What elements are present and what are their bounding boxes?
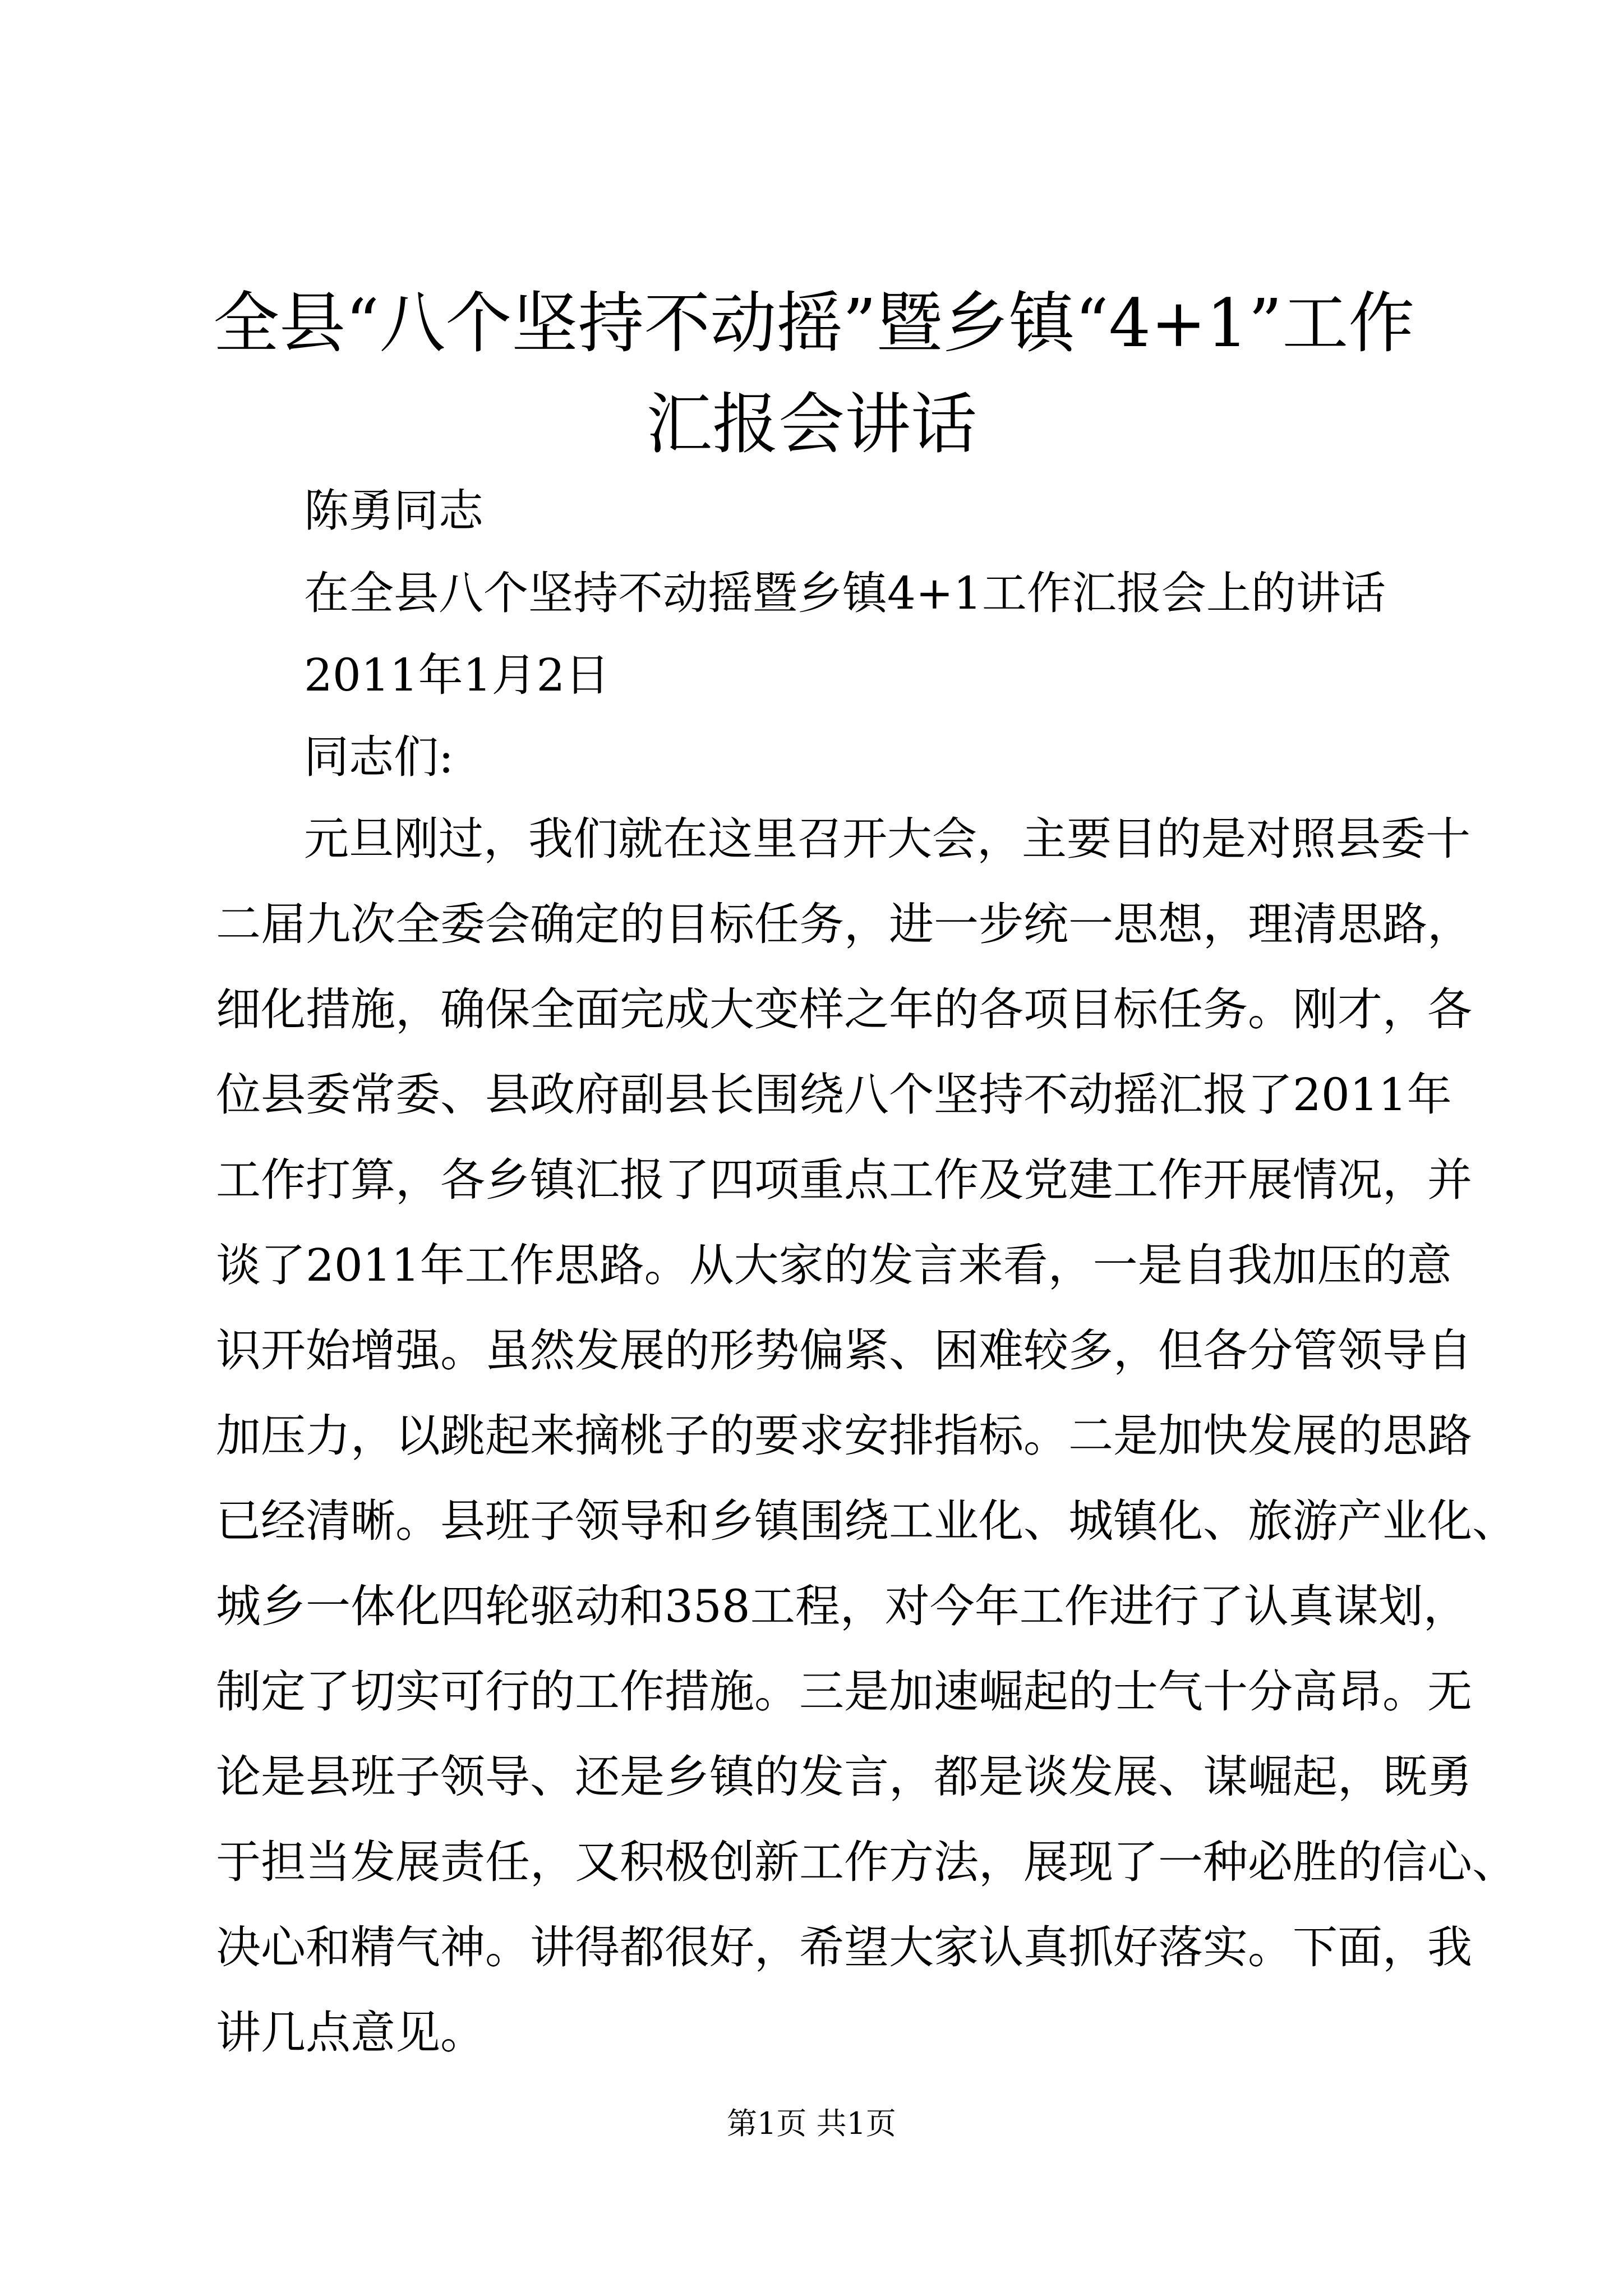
body-line: 二届九次全委会确定的目标任务，进一步统一思想，理清思路， [216, 898, 1472, 950]
body-line: 制定了切实可行的工作措施。三是加速崛起的士气十分高昂。无 [216, 1665, 1472, 1718]
salutation: 同志们: [304, 731, 454, 783]
body-line: 论是县班子领导、还是乡镇的发言，都是谈发展、谋崛起，既勇 [216, 1751, 1472, 1803]
speech-subtitle: 在全县八个坚持不动摇暨乡镇4+1工作汇报会上的讲话 [304, 567, 1386, 619]
body-line: 于担当发展责任，又积极创新工作方法，展现了一种必胜的信心、 [216, 1836, 1517, 1888]
body-line: 细化措施，确保全面完成大变样之年的各项目标任务。刚才，各 [216, 983, 1472, 1036]
speech-date: 2011年1月2日 [304, 649, 610, 701]
body-line: 加压力，以跳起来摘桃子的要求安排指标。二是加快发展的思路 [216, 1410, 1472, 1462]
author-line: 陈勇同志 [304, 485, 483, 537]
title-line-2: 汇报会讲话 [645, 385, 977, 463]
body-line: 工作打算，各乡镇汇报了四项重点工作及党建工作开展情况，并 [216, 1154, 1472, 1206]
body-line: 讲几点意见。 [216, 2007, 485, 2059]
body-line: 城乡一体化四轮驱动和358工程，对今年工作进行了认真谋划， [216, 1580, 1468, 1632]
speech-body-paragraph [216, 797, 1517, 2076]
body-line: 谈了2011年工作思路。从大家的发言来看，一是自我加压的意 [216, 1239, 1452, 1291]
title-line-1: 全县“八个坚持不动摇”暨乡镇“4+1”工作 [213, 284, 1415, 362]
body-line: 已经清晰。县班子领导和乡镇围绕工业化、城镇化、旅游产业化、 [216, 1495, 1517, 1547]
body-line: 位县委常委、县政府副县长围绕八个坚持不动摇汇报了2011年 [216, 1069, 1452, 1121]
document-title [213, 273, 1415, 475]
body-line: 决心和精气神。讲得都很好，希望大家认真抓好落实。下面，我 [216, 1921, 1472, 1973]
body-line: 识开始增强。虽然发展的形势偏紧、困难较多，但各分管领导自 [216, 1324, 1472, 1377]
body-line: 元旦刚过，我们就在这里召开大会，主要目的是对照县委十 [304, 813, 1470, 865]
page-footer: 第1页 共1页 [727, 2106, 896, 2141]
